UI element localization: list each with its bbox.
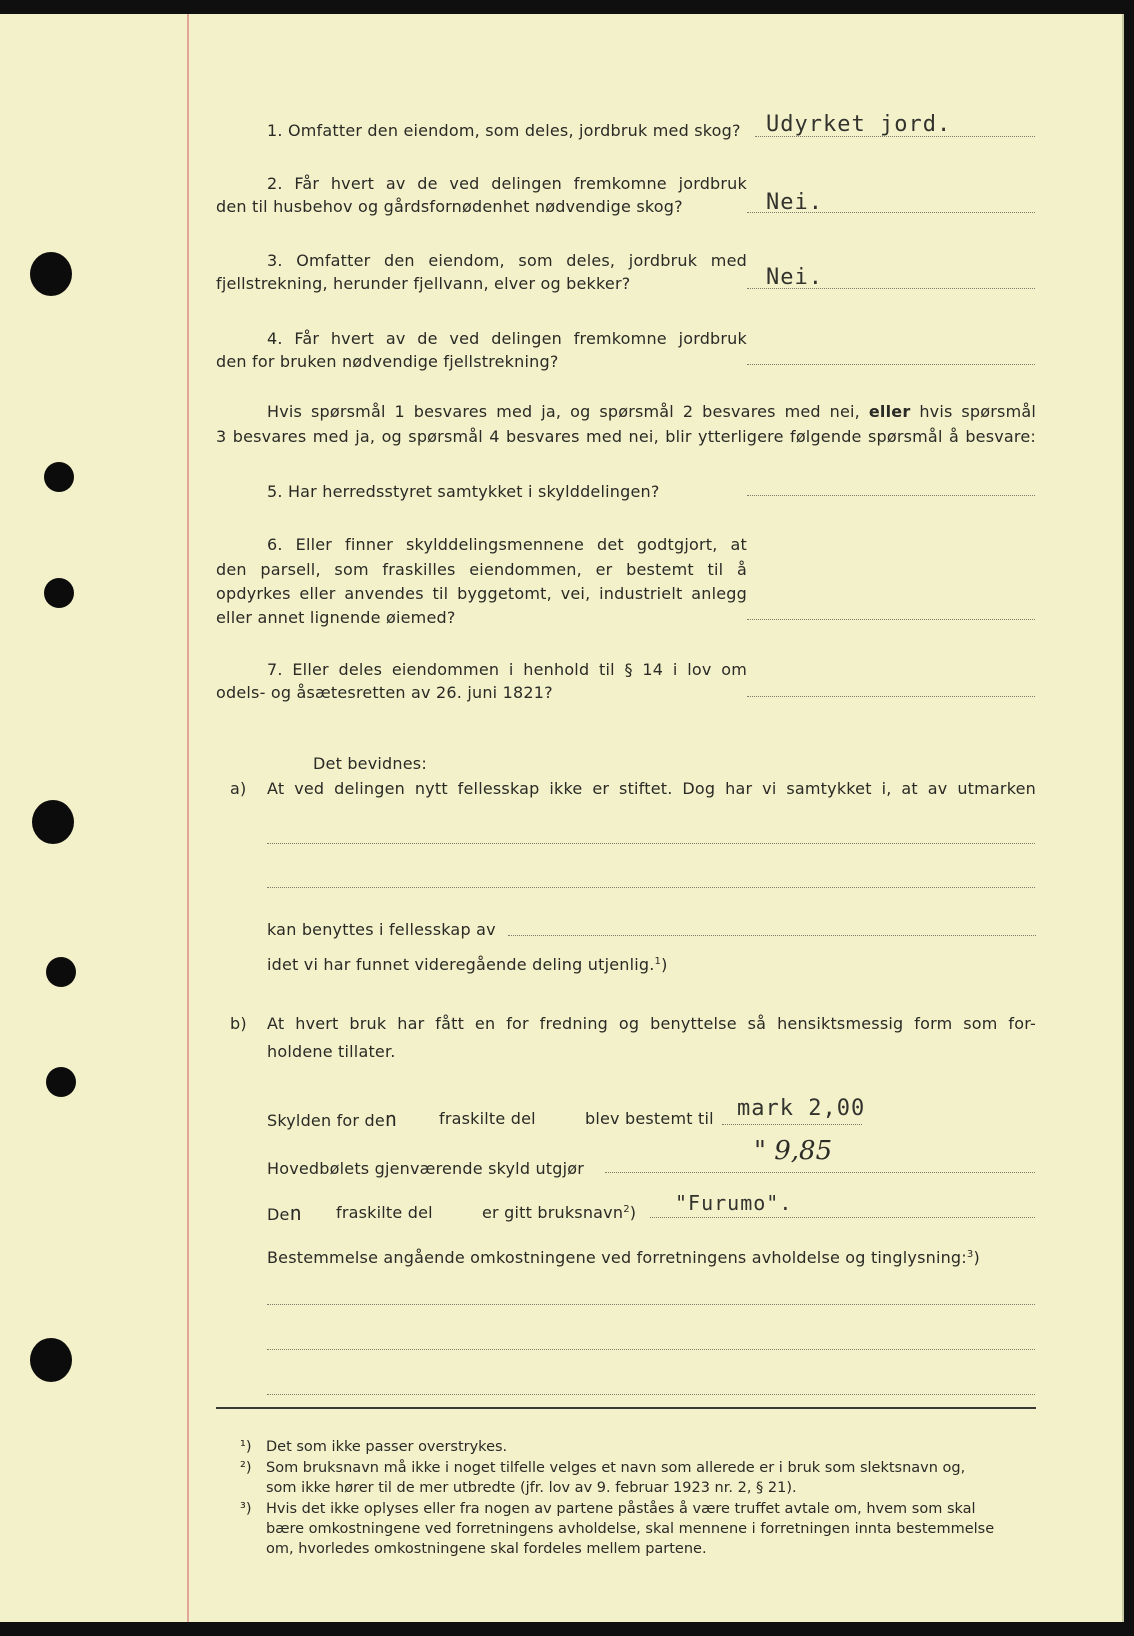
intro-text-pre: Hvis spørsmål 1 besvares med ja, og spørsmål 2 besvares med nei,	[267, 402, 860, 421]
footnote-separator	[216, 1407, 1036, 1409]
skyld-line-4	[267, 1247, 980, 1269]
skyld-line-3-label: De	[267, 1205, 290, 1224]
skyld-value-mark: mark 2,00	[737, 1096, 866, 1121]
answer-line-1	[755, 136, 1035, 137]
binder-hole	[44, 578, 74, 608]
footnote-2-line-2: som ikke hører til de mer utbredte (jfr. lov av 9. februar 1923 nr. 2, § 21).	[266, 1480, 797, 1496]
binder-hole	[46, 1067, 76, 1097]
question-3-line-1: 3. Omfatter den eiendom, som deles, jordbruk med	[267, 251, 747, 270]
footnote-ref-2-close: )	[629, 1203, 637, 1222]
item-a-line-1: At ved delingen nytt fellesskap ikke er stiftet. Dog har vi samtykket i, at av utmarken	[267, 779, 1036, 798]
item-b-line-2: holdene tillater.	[267, 1042, 396, 1061]
certify-heading: Det bevidnes:	[313, 754, 427, 773]
answer-line-4	[747, 364, 1035, 365]
skyld-line-1-n: n	[384, 1107, 398, 1131]
footnote-ref-3: 3	[966, 1249, 974, 1260]
skyld-line-1-a	[267, 1108, 397, 1132]
item-a-blank-3	[508, 935, 1036, 936]
item-a-line-3	[267, 954, 668, 976]
footnote-3-line-1: Hvis det ikke oplyses eller fra nogen av partene påståes å være truffet avtale om, hvem som skal	[266, 1501, 976, 1517]
footnote-2-line-1: Som bruksnavn må ikke i noget tilfelle velges et navn som allerede er i bruk som slektsnavn og,	[266, 1460, 966, 1476]
answer-3: Nei.	[766, 265, 823, 290]
question-7-line-2: odels- og åsætesretten av 26. juni 1821?	[216, 683, 553, 702]
answer-2: Nei.	[766, 190, 823, 215]
skyld-line-1-blank	[722, 1124, 862, 1125]
footnote-3-mark: ³)	[240, 1501, 252, 1517]
skyld-line-1-c: blev bestemt til	[585, 1109, 714, 1128]
answer-line-6	[747, 619, 1035, 620]
question-4-line-1: 4. Får hvert av de ved delingen fremkomne jordbruk	[267, 329, 747, 348]
skyld-line-2-blank	[605, 1172, 1035, 1173]
skyld-line-3-c	[482, 1202, 636, 1224]
answer-line-7	[747, 696, 1035, 697]
question-4-line-2: den for bruken nødvendige fjellstrekning?	[216, 352, 559, 371]
skyld-line-2-label: Hovedbølets gjenværende skyld utgjør	[267, 1159, 585, 1178]
skyld-line-3-n: n	[289, 1201, 302, 1225]
item-a-line-3-text: idet vi har funnet videregående deling utjenlig.	[267, 955, 655, 974]
margin-rule	[187, 14, 189, 1622]
footnote-ref-2: 2	[623, 1204, 630, 1215]
skyld-line-3-a	[267, 1202, 302, 1226]
footnote-3-line-2: bære omkostningene ved forretningens avholdelse, skal mennene i forretningen innta bestemmelse	[266, 1521, 995, 1537]
footnote-ref-1-close: )	[661, 955, 668, 974]
answer-1: Udyrket jord.	[766, 112, 952, 137]
question-3-line-2: fjellstrekning, herunder fjellvann, elver og bekker?	[216, 274, 631, 293]
bruksnavn-value: "Furumo".	[675, 1191, 793, 1215]
footnote-3-line-3: om, hvorledes omkostningene skal fordeles mellem partene.	[266, 1541, 707, 1557]
intro-emphasis: eller	[868, 402, 911, 421]
item-b-marker: b)	[230, 1014, 247, 1033]
costs-blank-1	[267, 1304, 1035, 1305]
intro-text-post: hvis spørsmål	[919, 402, 1037, 421]
skyld-line-4-text: Bestemmelse angående omkostningene ved forretningens avholdelse og tinglysning:	[267, 1248, 967, 1267]
item-a-blank-2	[267, 887, 1035, 888]
item-a-marker: a)	[230, 779, 247, 798]
footnote-1: Det som ikke passer overstrykes.	[266, 1439, 508, 1455]
binder-hole	[46, 957, 76, 987]
skyld-line-3-blank	[650, 1217, 1035, 1218]
question-2-line-2: den til husbehov og gårdsfornødenhet nødvendige skog?	[216, 197, 683, 216]
conditional-intro-line-1	[267, 399, 1036, 424]
question-6-line-4: eller annet lignende øiemed?	[216, 608, 456, 627]
answer-line-2	[747, 212, 1035, 213]
footnote-2-mark: ²)	[240, 1460, 252, 1476]
question-6-line-1: 6. Eller finner skylddelingsmennene det godtgjort, at	[267, 535, 747, 554]
answer-line-5	[747, 495, 1035, 496]
footnote-ref-3-close: )	[973, 1248, 980, 1267]
question-2-line-1: 2. Får hvert av de ved delingen fremkomne jordbruk	[267, 174, 747, 193]
question-6-line-2: den parsell, som fraskilles eiendommen, er bestemt til å	[216, 560, 747, 579]
question-5: 5. Har herredsstyret samtykket i skylddelingen?	[267, 482, 660, 501]
costs-blank-3	[267, 1394, 1035, 1395]
binder-hole	[44, 462, 74, 492]
item-b-line-1: At hvert bruk har fått en for fredning og benyttelse så hensiktsmessig form som for-	[267, 1014, 1036, 1033]
skyld-line-3-b: fraskilte del	[336, 1203, 433, 1222]
skyld-line-1-label: Skylden for de	[267, 1111, 385, 1130]
binder-hole	[30, 1338, 72, 1382]
conditional-intro-line-2: 3 besvares med ja, og spørsmål 4 besvares med nei, blir ytterligere følgende spørsmål å besvare:	[216, 427, 1036, 446]
skyld-line-3-c-text: er gitt bruksnavn	[482, 1203, 624, 1222]
skyld-value-main: " 9,85	[754, 1136, 833, 1166]
binder-hole	[32, 800, 74, 844]
item-a-blank-1	[267, 843, 1035, 844]
question-1: 1. Omfatter den eiendom, som deles, jordbruk med skog?	[267, 121, 741, 140]
question-7-line-1: 7. Eller deles eiendommen i henhold til § 14 i lov om	[267, 660, 747, 679]
footnote-1-mark: ¹)	[240, 1439, 252, 1455]
binder-hole	[30, 252, 72, 296]
document-page	[0, 14, 1124, 1622]
question-6-line-3: opdyrkes eller anvendes til byggetomt, vei, industrielt anlegg	[216, 584, 747, 603]
costs-blank-2	[267, 1349, 1035, 1350]
footnote-ref-1: 1	[654, 956, 662, 967]
skyld-line-1-b: fraskilte del	[439, 1109, 536, 1128]
item-a-line-2: kan benyttes i fellesskap av	[267, 920, 496, 939]
answer-line-3	[747, 288, 1035, 289]
